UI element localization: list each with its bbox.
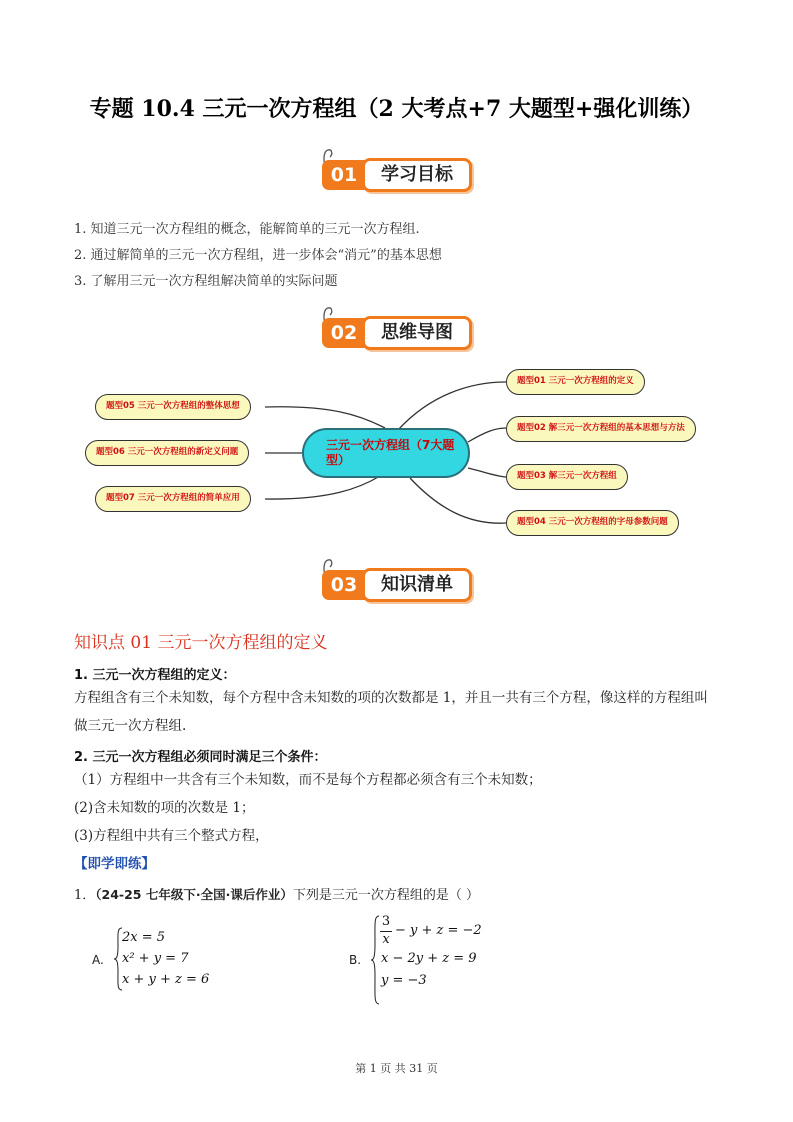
mindmap-center: 三元一次方程组（7大题型） <box>302 428 470 478</box>
option-a-label: A. <box>92 953 104 967</box>
conditions-heading: 2. 三元一次方程组必须同时满足三个条件： <box>74 750 327 765</box>
question-text: 下列是三元一次方程组的是（ ） <box>292 888 479 903</box>
option-b-frac-den: x <box>382 932 390 947</box>
option-a-eq: 2x = 5 <box>122 930 166 945</box>
definition-heading: 1. 三元一次方程组的定义： <box>74 668 236 683</box>
section-banner-knowledge <box>322 558 472 604</box>
mindmap-node-left: 题型06 三元一次方程组的新定义问题 <box>85 440 249 466</box>
question-1 <box>74 884 479 903</box>
section-number: 02 <box>322 318 366 348</box>
definition-text: 做三元一次方程组. <box>74 718 187 734</box>
knowledge-point-title: 知识点 01 三元一次方程组的定义 <box>74 633 328 653</box>
mindmap-node-right: 题型03 解三元一次方程组 <box>506 464 628 490</box>
definition-text: 方程组含有三个未知数，每个方程中含未知数的项的次数都是 1，并且一共有三个方程，像这样的方程组叫 <box>74 690 708 706</box>
section-banner-mindmap <box>322 306 472 352</box>
option-b-frac-num: 3 <box>381 914 391 929</box>
objective-item: 2. 通过解简单的三元一次方程组，进一步体会“消元”的基本思想 <box>74 248 442 263</box>
objective-item: 1. 知道三元一次方程组的概念，能解简单的三元一次方程组. <box>74 222 420 237</box>
condition-item: （1）方程组中一共含有三个未知数，而不是每个方程都必须含有三个未知数； <box>74 772 542 788</box>
page-title: 专题 10.4 三元一次方程组（2 大考点+7 大题型+强化训练） <box>89 96 704 122</box>
option-b-eq: x − 2y + z = 9 <box>381 951 477 966</box>
section-number: 03 <box>322 570 366 600</box>
option-b-eq: y = −3 <box>381 973 427 988</box>
objective-item: 3. 了解用三元一次方程组解决简单的实际问题 <box>74 274 338 289</box>
condition-item: (2)含未知数的项的次数是 1； <box>74 800 255 816</box>
mindmap-node-left: 题型05 三元一次方程组的整体思想 <box>95 394 251 420</box>
condition-item: (3)方程组中共有三个整式方程， <box>74 828 269 844</box>
practice-header: 【即学即练】 <box>74 856 155 872</box>
section-label: 思维导图 <box>362 316 472 350</box>
mindmap-node-right: 题型04 三元一次方程组的字母参数问题 <box>506 510 679 536</box>
mindmap-node-right: 题型02 解三元一次方程组的基本思想与方法 <box>506 416 696 442</box>
option-b-eq: − y + z = −2 <box>395 923 482 938</box>
option-b-label: B. <box>349 953 362 967</box>
left-brace-icon <box>369 914 381 1006</box>
section-number: 01 <box>322 160 366 190</box>
mindmap-node-left: 题型07 三元一次方程组的简单应用 <box>95 486 251 512</box>
page-footer: 第 1 页 共 31 页 <box>355 1062 438 1075</box>
question-source: （24-25 七年级下·全国·课后作业） <box>95 887 293 902</box>
option-a-eq: x² + y = 7 <box>122 951 189 966</box>
mindmap-node-right: 题型01 三元一次方程组的定义 <box>506 369 645 395</box>
section-banner-objectives <box>322 148 472 194</box>
question-number: 1． <box>74 888 96 903</box>
option-a-eq: x + y + z = 6 <box>122 972 210 987</box>
section-label: 知识清单 <box>362 568 472 602</box>
section-label: 学习目标 <box>362 158 472 192</box>
